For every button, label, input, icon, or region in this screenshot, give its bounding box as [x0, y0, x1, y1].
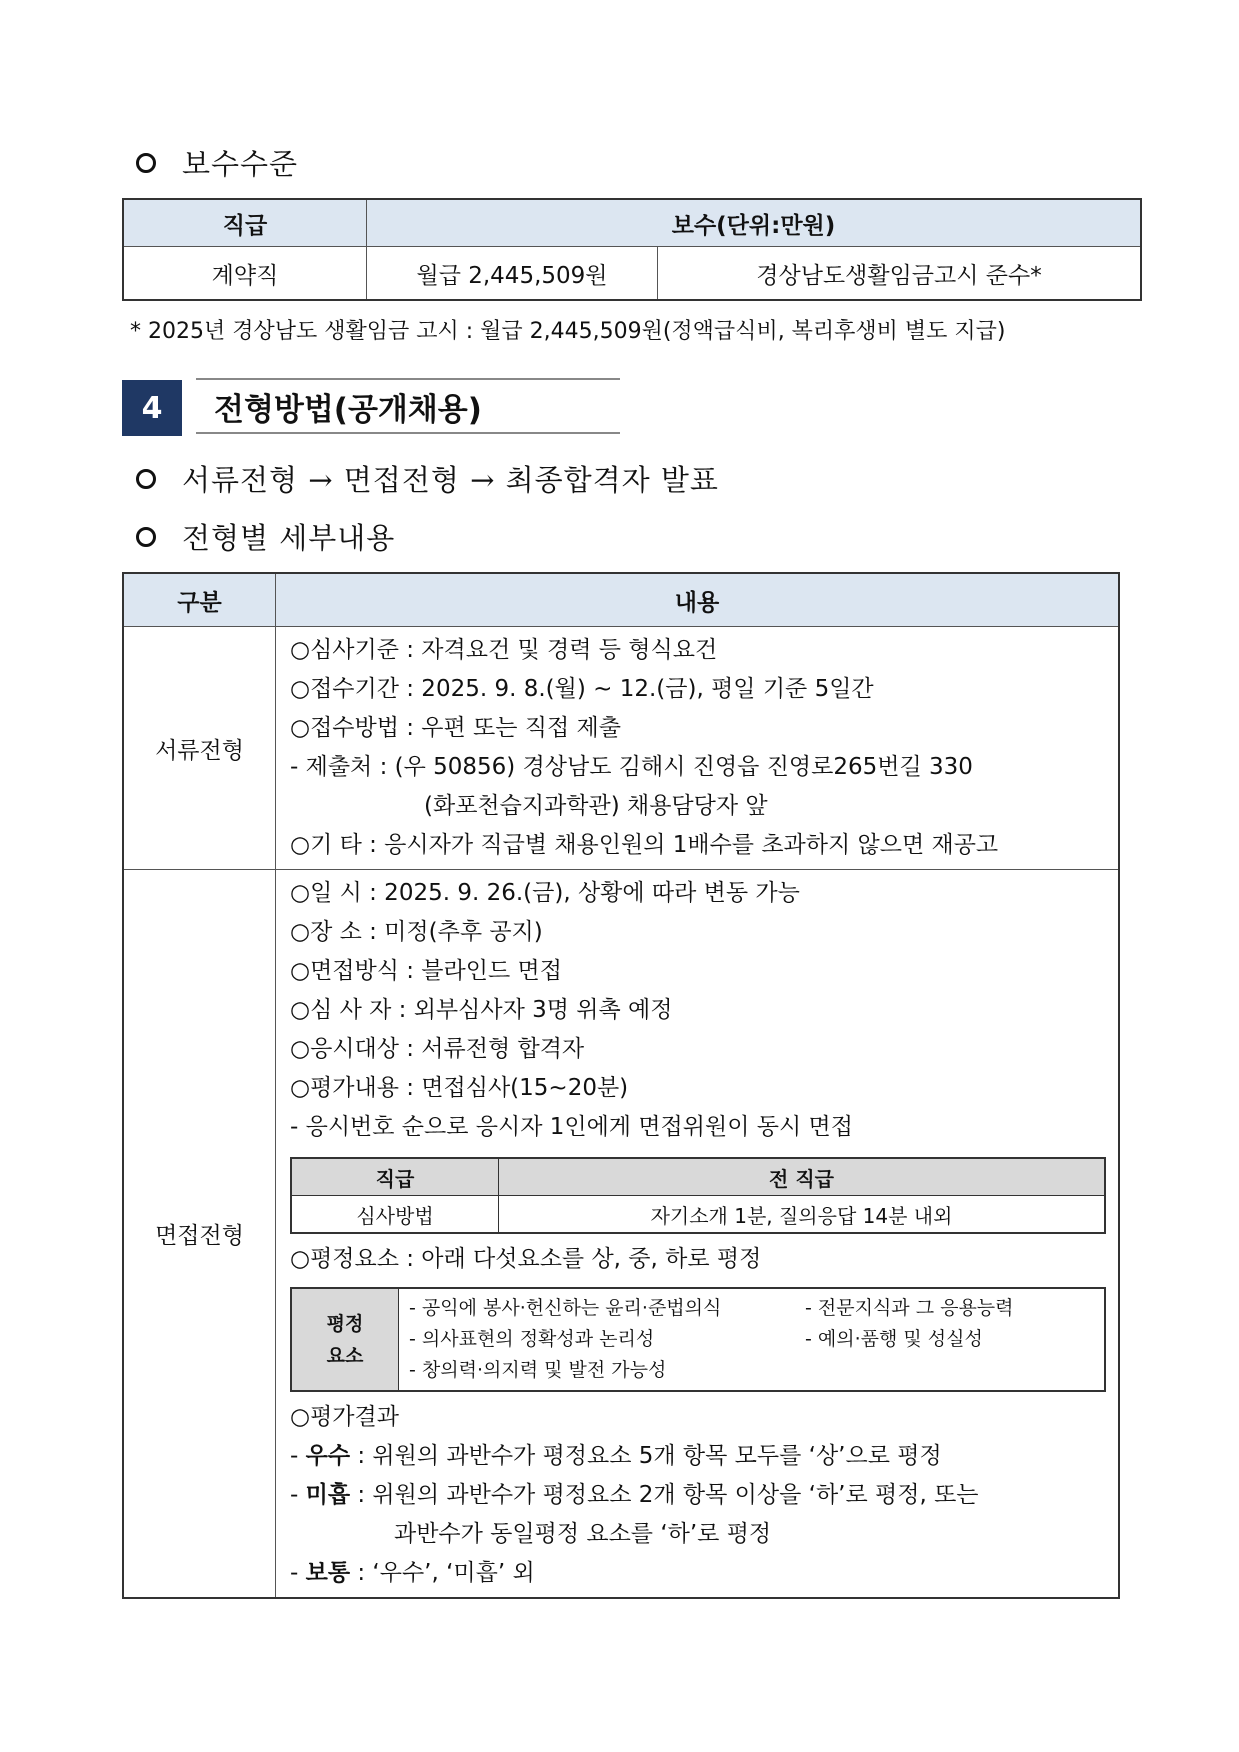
result-excellent: - 우수 : 위원의 과반수가 평정요소 5개 항목 모두를 ‘상’으로 평정 — [290, 1443, 942, 1469]
result-poor-cont: 과반수가 동일평정 요소를 ‘하’로 평정 — [394, 1521, 772, 1547]
circle-bullet-icon — [136, 527, 156, 547]
method-col-grade: 직급 — [291, 1158, 499, 1196]
table-row — [123, 870, 1119, 1599]
pay-note: 경상남도생활임금고시 준수* — [658, 247, 1142, 301]
result-heading: ○평가결과 — [290, 1404, 399, 1430]
interview-line: ○심 사 자 : 외부심사자 3명 위촉 예정 — [290, 997, 673, 1023]
result-poor: - 미흡 : 위원의 과반수가 평정요소 2개 항목 이상을 ‘하’로 평정, 또는 — [290, 1482, 979, 1508]
eval-line: ○평정요소 : 아래 다섯요소를 상, 중, 하로 평정 — [290, 1246, 762, 1272]
document-content — [276, 627, 1120, 870]
pay-table — [122, 198, 1142, 301]
col-type: 구분 — [123, 573, 276, 627]
interview-line: ○일 시 : 2025. 9. 26.(금), 상황에 따라 변동 가능 — [290, 880, 800, 906]
pay-monthly: 월급 2,445,509원 — [367, 247, 658, 301]
pay-col-pay: 보수(단위:만원) — [367, 199, 1142, 247]
document-line: (화포천습지과학관) 채용담당자 앞 — [424, 793, 768, 819]
eval-factor: - 창의력·의지력 및 발전 가능성 — [409, 1359, 667, 1381]
eval-factor: - 예의·품행 및 성실성 — [805, 1328, 983, 1350]
interview-line: ○면접방식 : 블라인드 면접 — [290, 958, 562, 984]
method-col-all: 전 직급 — [499, 1158, 1106, 1196]
method-label: 심사방법 — [291, 1196, 499, 1234]
flow-heading — [136, 458, 719, 499]
method-table — [290, 1157, 1106, 1234]
section-title: 전형방법(공개채용) — [196, 378, 620, 434]
pay-heading-text: 보수수준 — [182, 147, 299, 181]
detail-heading — [136, 516, 395, 557]
row-label-interview: 면접전형 — [123, 870, 276, 1599]
eval-factors-table — [290, 1287, 1106, 1392]
col-content: 내용 — [276, 573, 1120, 627]
interview-line: ○장 소 : 미정(추후 공지) — [290, 919, 543, 945]
detail-heading-text: 전형별 세부내용 — [182, 521, 396, 555]
document-line: ○접수기간 : 2025. 9. 8.(월) ~ 12.(금), 평일 기준 5일간 — [290, 676, 874, 702]
section-number: 4 — [122, 380, 182, 436]
pay-footnote: * 2025년 경상남도 생활임금 고시 : 월급 2,445,509원(정액급식비, 복리후생비 별도 지급) — [130, 319, 1006, 344]
document-line: ○기 타 : 응시자가 직급별 채용인원의 1배수를 초과하지 않으면 재공고 — [290, 832, 999, 858]
eval-factor: - 의사표현의 정확성과 논리성 — [409, 1328, 655, 1350]
selection-detail-table — [122, 572, 1120, 1599]
circle-bullet-icon — [136, 153, 156, 173]
document-line: ○심사기준 : 자격요건 및 경력 등 형식요건 — [290, 637, 718, 663]
interview-line: - 응시번호 순으로 응시자 1인에게 면접위원이 동시 면접 — [290, 1114, 853, 1140]
flow-text: 서류전형 → 면접전형 → 최종합격자 발표 — [182, 463, 719, 497]
pay-grade: 계약직 — [123, 247, 367, 301]
result-normal: - 보통 : ‘우수’, ‘미흡’ 외 — [290, 1560, 535, 1586]
eval-factor: - 공익에 봉사·헌신하는 윤리·준법의식 — [409, 1297, 722, 1319]
row-label-document: 서류전형 — [123, 627, 276, 870]
eval-factors-label: 평정 요소 — [291, 1288, 399, 1391]
eval-factor: - 전문지식과 그 응용능력 — [805, 1297, 1014, 1319]
method-value: 자기소개 1분, 질의응답 14분 내외 — [499, 1196, 1106, 1234]
interview-content — [276, 870, 1120, 1599]
document-line: - 제출처 : (우 50856) 경상남도 김해시 진영읍 진영로265번길 330 — [290, 754, 973, 780]
pay-col-grade: 직급 — [123, 199, 367, 247]
circle-bullet-icon — [136, 469, 156, 489]
interview-line: ○평가내용 : 면접심사(15~20분) — [290, 1075, 629, 1101]
interview-line: ○응시대상 : 서류전형 합격자 — [290, 1036, 585, 1062]
table-row — [123, 627, 1119, 870]
eval-factors-items — [399, 1288, 1106, 1391]
pay-heading — [136, 142, 298, 183]
document-line: ○접수방법 : 우편 또는 직접 제출 — [290, 715, 621, 741]
